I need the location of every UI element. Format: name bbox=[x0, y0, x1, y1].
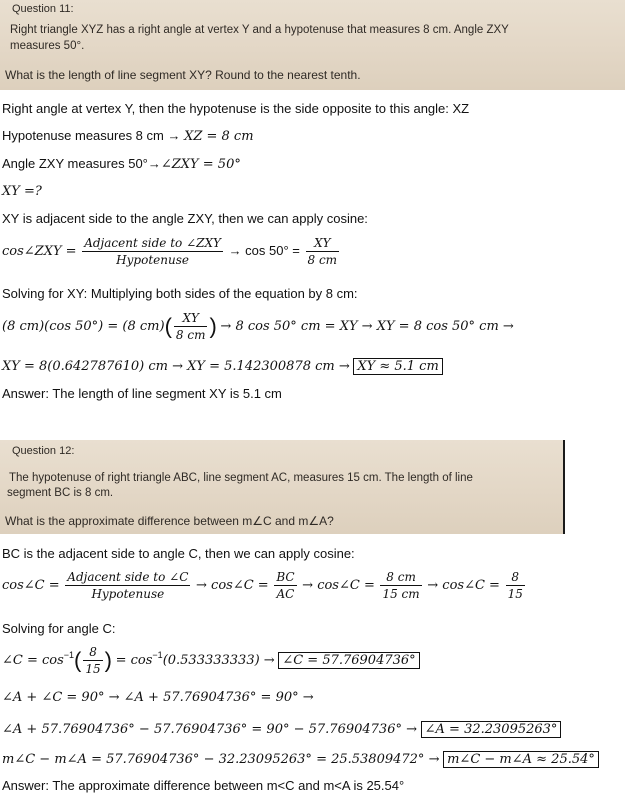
s11-multiply-equation: (8 cm)(cos 50°) = (8 cm)( $\frac{XY}{8 cm}$ ) → 8 cos 50° cm = XY → XY = 8 cos 50° cm → bbox=[2, 311, 514, 342]
question-12-title: Question 12: bbox=[12, 445, 75, 457]
fraction: $\frac{8 cm}{15 cm}$ bbox=[382, 570, 420, 601]
s12-line1: BC is the adjacent side to angle C, then we can apply cosine: bbox=[2, 546, 355, 561]
s11-line5: XY is adjacent side to the angle ZXY, then we can apply cosine: bbox=[2, 211, 368, 226]
s11-boxed-answer: XY ≈ 5.1 cm bbox=[353, 358, 442, 375]
question-11-ask: What is the length of line segment XY? Round to the nearest tenth. bbox=[5, 68, 361, 82]
question-11-text-line1: Right triangle XYZ has a right angle at vertex Y and a hypotenuse that measures 8 cm. Angle ZXY bbox=[10, 24, 509, 36]
fraction: $\frac{XY}{8 cm}$ bbox=[307, 236, 338, 267]
s12-arccos-equation: ∠C = $\cos^{-1}$( $\frac{8}{15}$ ) = $\cos^{-1}(0.533333333)$ → ∠C = 57.76904736° bbox=[2, 645, 420, 676]
s12-line3: Solving for angle C: bbox=[2, 621, 116, 636]
s12-boxed-angle-a: ∠A = 32.23095263° bbox=[421, 721, 562, 738]
fraction: $\frac{BC}{AC}$ bbox=[276, 570, 295, 601]
question-12-text-line1: The hypotenuse of right triangle ABC, line segment AC, measures 15 cm. The length of line bbox=[9, 472, 473, 484]
s11-cosine-equation: cos∠ZXY = $\frac{\text{Adjacent side to ∠ZXY}}{\text{Hypotenuse}}$ → cos 50° = $\frac{XY}{8 cm}$ bbox=[2, 236, 338, 267]
question-12-text-line2: segment BC is 8 cm. bbox=[7, 487, 114, 499]
s11-answer: Answer: The length of line segment XY is 5.1 cm bbox=[2, 386, 282, 401]
s11-line2: Hypotenuse measures 8 cm → XZ = 8 cm bbox=[2, 128, 254, 144]
fraction: $\frac{8}{15}$ bbox=[85, 645, 101, 676]
fraction: $\frac{\text{Adjacent side to ∠ZXY}}{\text{Hypotenuse}}$ bbox=[84, 236, 221, 267]
question-11-image bbox=[0, 0, 625, 90]
s11-line7: Solving for XY: Multiplying both sides of the equation by 8 cm: bbox=[2, 286, 358, 301]
s12-line5: ∠A + ∠C = 90° → ∠A + 57.76904736° = 90° → bbox=[2, 690, 314, 705]
fraction: $\frac{8}{15}$ bbox=[507, 570, 523, 601]
fraction: $\frac{\text{Adjacent side to ∠C}}{\text{Hypotenuse}}$ bbox=[67, 570, 189, 601]
s12-line7: m∠C − m∠A = 57.76904736° − 32.23095263° = 25.53809472° → m∠C − m∠A ≈ 25.54° bbox=[2, 751, 599, 767]
question-12-image bbox=[0, 440, 565, 534]
s12-boxed-angle-c: ∠C = 57.76904736° bbox=[278, 652, 419, 669]
s11-line4: XY =? bbox=[2, 184, 42, 199]
s12-line6: ∠A + 57.76904736° − 57.76904736° = 90° − 57.76904736° → ∠A = 32.23095263° bbox=[2, 721, 561, 737]
question-11-title: Question 11: bbox=[12, 3, 74, 15]
fraction: $\frac{XY}{8 cm}$ bbox=[175, 311, 206, 342]
photo-edge bbox=[563, 440, 565, 534]
s12-boxed-difference: m∠C − m∠A ≈ 25.54° bbox=[443, 751, 599, 768]
s11-result-equation: XY = 8(0.642787610) cm → XY = 5.142300878 cm → XY ≈ 5.1 cm bbox=[2, 358, 443, 374]
s12-cosine-equation: cos∠C = $\frac{\text{Adjacent side to ∠C}}{\text{Hypotenuse}}$ → cos∠C = $\frac{BC}{AC}$ → cos∠C = $\frac{8 cm}{15 cm}$ → cos∠C = $\frac{8}{15}$ bbox=[2, 570, 523, 601]
question-11-text-line2: measures 50°. bbox=[10, 40, 85, 52]
s12-answer: Answer: The approximate difference between m<C and m<A is 25.54° bbox=[2, 778, 405, 793]
question-12-ask: What is the approximate difference between m∠C and m∠A? bbox=[5, 514, 334, 528]
s11-line1: Right angle at vertex Y, then the hypotenuse is the side opposite to this angle: XZ bbox=[2, 101, 470, 116]
s11-line3: Angle ZXY measures 50°→∠ZXY = 50° bbox=[2, 156, 241, 172]
